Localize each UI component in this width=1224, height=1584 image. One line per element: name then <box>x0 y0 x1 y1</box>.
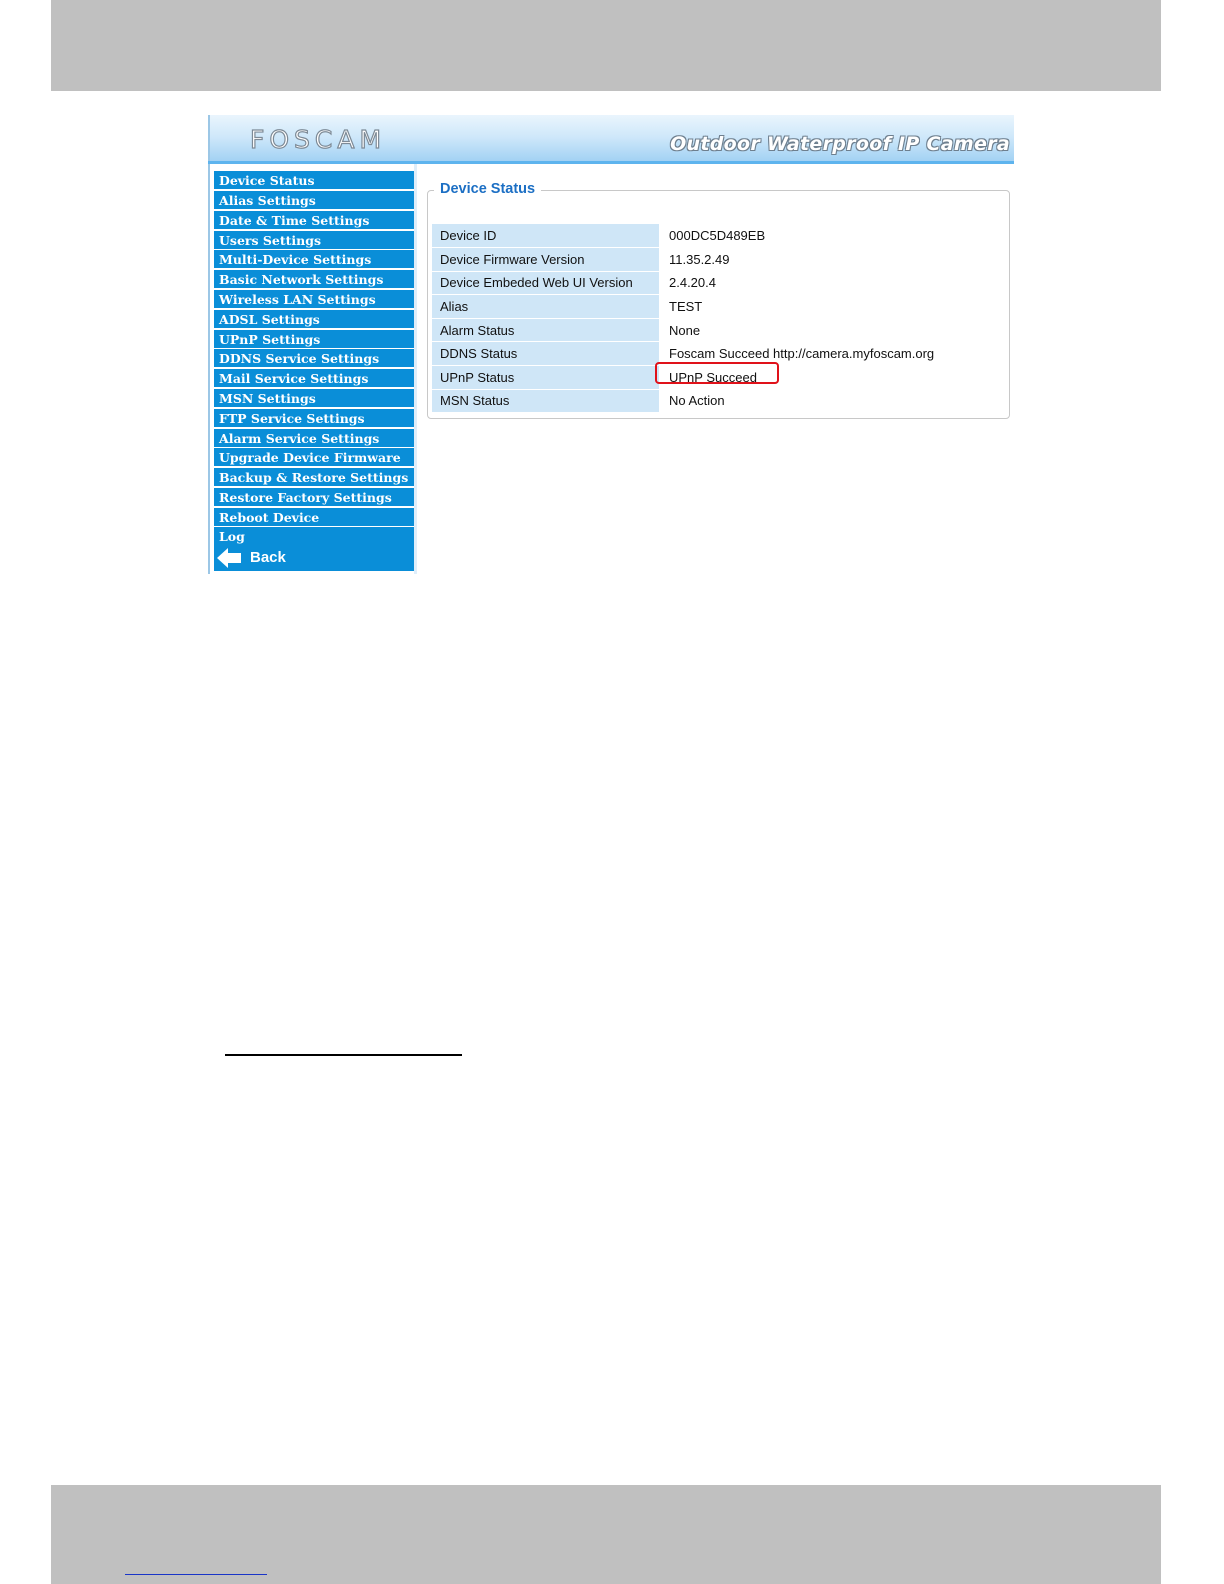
foscam-logo: FOSCAM <box>250 125 387 154</box>
device-status-table <box>432 224 1008 413</box>
row-value-device-id: 000DC5D489EB <box>669 228 766 244</box>
table-row <box>432 295 1008 319</box>
sidebar-item-msn-settings[interactable]: MSN Settings <box>214 389 416 408</box>
row-label-alarm-status: Alarm Status <box>432 318 659 342</box>
table-row <box>432 389 1008 413</box>
footer-link-underline <box>125 1574 267 1575</box>
sidebar-item-alias-settings[interactable]: Alias Settings <box>214 191 416 210</box>
banner <box>208 115 1014 163</box>
sidebar-menu <box>208 164 416 574</box>
banner-title: Outdoor Waterproof IP Camera <box>670 133 1010 155</box>
sidebar-item-users-settings[interactable]: Users Settings <box>214 231 416 250</box>
upnp-status-highlight <box>655 362 779 384</box>
table-row <box>432 224 1008 248</box>
sidebar-item-ddns-service-settings[interactable]: DDNS Service Settings <box>214 349 416 368</box>
row-label-ddns-status: DDNS Status <box>432 342 659 366</box>
row-value-upnp-status: UPnP Succeed <box>669 369 757 385</box>
sidebar-item-backup-restore[interactable]: Backup & Restore Settings <box>214 468 416 487</box>
row-value-firmware-version: 11.35.2.49 <box>669 251 730 267</box>
sidebar-item-multi-device-settings[interactable]: Multi-Device Settings <box>214 250 416 269</box>
sidebar-item-log[interactable]: Log <box>214 527 416 546</box>
page-header-band <box>51 0 1161 91</box>
sidebar-item-basic-network-settings[interactable]: Basic Network Settings <box>214 270 416 289</box>
section-title: Device Status <box>434 181 541 197</box>
table-row <box>432 271 1008 295</box>
row-value-ddns-status: Foscam Succeed http://camera.myfoscam.org <box>669 346 935 362</box>
back-label: Back <box>250 549 286 566</box>
sidebar-item-restore-factory[interactable]: Restore Factory Settings <box>214 488 416 507</box>
sidebar-item-wireless-lan-settings[interactable]: Wireless LAN Settings <box>214 290 416 309</box>
row-label-web-ui-version: Device Embeded Web UI Version <box>432 271 659 295</box>
sidebar-item-reboot-device[interactable]: Reboot Device <box>214 508 416 527</box>
row-label-alias: Alias <box>432 295 659 319</box>
sidebar-item-upgrade-firmware[interactable]: Upgrade Device Firmware <box>214 448 416 467</box>
camera-web-ui <box>208 115 1014 574</box>
row-label-upnp-status: UPnP Status <box>432 366 659 390</box>
sidebar-item-date-time-settings[interactable]: Date & Time Settings <box>214 211 416 230</box>
sidebar-item-adsl-settings[interactable]: ADSL Settings <box>214 310 416 329</box>
back-arrow-icon <box>216 547 242 569</box>
sidebar-item-mail-service-settings[interactable]: Mail Service Settings <box>214 369 416 388</box>
table-row <box>432 318 1008 342</box>
separator-line <box>225 1054 462 1056</box>
sidebar-item-upnp-settings[interactable]: UPnP Settings <box>214 330 416 349</box>
sidebar-item-ftp-service-settings[interactable]: FTP Service Settings <box>214 409 416 428</box>
row-label-msn-status: MSN Status <box>432 389 659 413</box>
row-value-alias: TEST <box>669 299 703 315</box>
table-row <box>432 248 1008 272</box>
sidebar-item-alarm-service-settings[interactable]: Alarm Service Settings <box>214 429 416 448</box>
sidebar-item-device-status[interactable]: Device Status <box>214 171 416 190</box>
page-footer-band <box>51 1485 1161 1584</box>
row-value-alarm-status: None <box>669 322 701 338</box>
row-value-msn-status: No Action <box>669 393 725 409</box>
back-button[interactable] <box>214 545 416 571</box>
row-label-device-id: Device ID <box>432 224 659 248</box>
row-label-firmware-version: Device Firmware Version <box>432 248 659 272</box>
row-value-web-ui-version: 2.4.20.4 <box>669 275 716 291</box>
sidebar-border <box>414 164 417 574</box>
